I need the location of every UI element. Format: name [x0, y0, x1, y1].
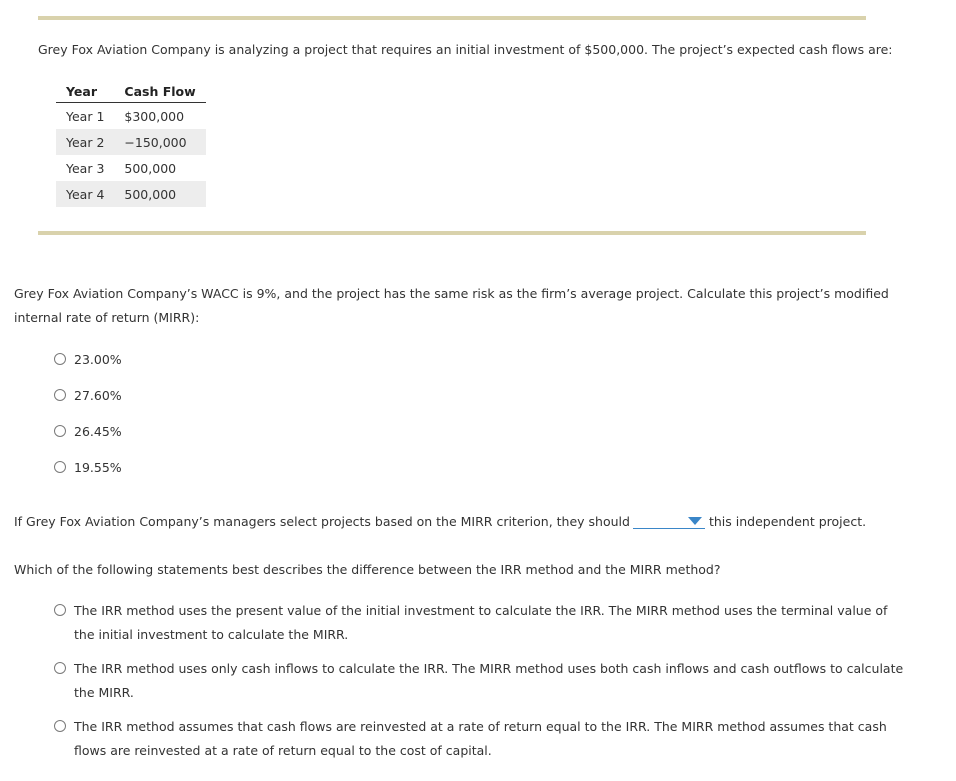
table-row — [56, 103, 206, 130]
cash-flow-cell: 500,000 — [124, 160, 177, 176]
decision-text-before: If Grey Fox Aviation Company’s managers select projects based on the MIRR criterion, they should — [14, 514, 630, 529]
radio-circle-icon[interactable] — [54, 720, 66, 732]
radio-circle-icon[interactable] — [54, 461, 66, 473]
chevron-down-icon[interactable] — [688, 517, 702, 525]
mirr-option-2[interactable] — [54, 384, 122, 408]
column-header-cash-flow: Cash Flow — [114, 78, 205, 103]
cash-flow-table — [56, 78, 206, 207]
option-label: 19.55% — [74, 460, 122, 475]
year-cell: Year 4 — [56, 181, 114, 207]
radio-circle-icon[interactable] — [54, 604, 66, 616]
mirr-option-1[interactable] — [54, 348, 122, 372]
top-divider — [38, 16, 866, 20]
mirr-question: Grey Fox Aviation Company’s WACC is 9%, and the project has the same risk as the firm’s average project. Calculate this project’s modified internal rate of return (MIRR): — [14, 286, 889, 325]
bottom-divider — [38, 231, 866, 235]
option-label: The IRR method uses only cash inflows to calculate the IRR. The MIRR method uses both cash inflows and cash outflows to calculate the MIRR. — [74, 661, 904, 700]
irr-mirr-option-3[interactable] — [54, 715, 904, 763]
year-cell: Year 2 — [56, 129, 114, 155]
cash-flow-cell: $300,000 — [124, 108, 185, 124]
table-row — [56, 181, 206, 207]
mirr-option-4[interactable] — [54, 456, 122, 480]
irr-mirr-option-1[interactable] — [54, 599, 904, 647]
radio-circle-icon[interactable] — [54, 353, 66, 365]
table-row — [56, 129, 206, 155]
year-cell: Year 1 — [66, 108, 105, 124]
table-header-row — [56, 78, 206, 103]
problem-intro: Grey Fox Aviation Company is analyzing a project that requires an initial investment of $500,000. The project’s expected cash flows are: — [38, 42, 893, 57]
irr-mirr-option-2[interactable] — [54, 657, 904, 705]
irr-vs-mirr-question: Which of the following statements best describes the difference between the IRR method and the MIRR method? — [14, 562, 721, 577]
radio-circle-icon[interactable] — [54, 389, 66, 401]
decision-question — [14, 510, 934, 534]
year-cell: Year 3 — [66, 160, 105, 176]
radio-circle-icon[interactable] — [54, 662, 66, 674]
option-label: The IRR method uses the present value of the initial investment to calculate the IRR. The MIRR method uses the terminal value of the initial investment to calculate the MIRR. — [74, 603, 888, 642]
decision-text-after: this independent project. — [708, 514, 867, 529]
option-label: The IRR method assumes that cash flows are reinvested at a rate of return equal to the IRR. The MIRR method assumes that cash flows are reinvested at a rate of return equal to the cost of capital. — [74, 719, 887, 758]
option-label: 26.45% — [74, 424, 122, 439]
radio-circle-icon[interactable] — [54, 425, 66, 437]
table-row — [56, 155, 206, 181]
column-header-year: Year — [56, 78, 114, 103]
option-label: 23.00% — [74, 352, 122, 367]
cash-flow-cell: 500,000 — [114, 181, 205, 207]
mirr-option-3[interactable] — [54, 420, 122, 444]
option-label: 27.60% — [74, 388, 122, 403]
cash-flow-cell: −150,000 — [114, 129, 205, 155]
decision-dropdown[interactable] — [633, 512, 705, 529]
